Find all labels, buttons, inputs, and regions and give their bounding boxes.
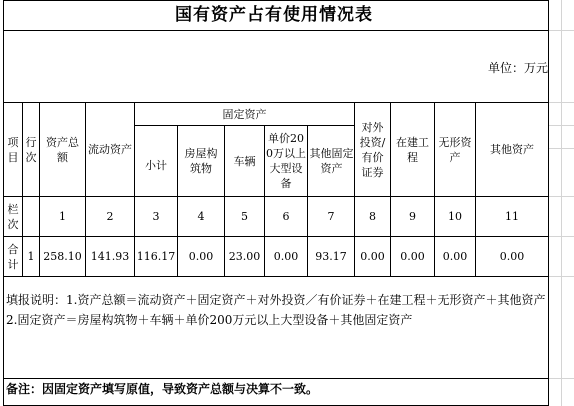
index-cell: 6 bbox=[282, 210, 290, 223]
total-cell: 93.17 bbox=[315, 250, 347, 263]
total-cell: 0.00 bbox=[442, 250, 468, 263]
index-cell: 3 bbox=[152, 210, 160, 223]
index-cell: 8 bbox=[369, 210, 376, 223]
total-row-label: 合计 bbox=[7, 242, 19, 271]
index-cell: 10 bbox=[448, 210, 462, 223]
total-cell: 116.17 bbox=[136, 250, 176, 263]
total-cell: 141.93 bbox=[90, 250, 130, 263]
filling-instructions: 填报说明：1.资产总额＝流动资产＋固定资产＋对外投资／有价证券＋在建工程＋无形资产＋其他资产 2.固定资产＝房屋构筑物＋车辆＋单价200万元以上大型设备＋其他固定资产 bbox=[6, 293, 546, 327]
total-cell: 0.00 bbox=[400, 250, 425, 263]
header-other-assets: 其他资产 bbox=[490, 143, 534, 156]
index-cell: 7 bbox=[327, 210, 335, 223]
index-cell: 5 bbox=[241, 210, 248, 223]
index-cell: 2 bbox=[106, 210, 114, 223]
total-row-no: 1 bbox=[27, 250, 35, 263]
index-cell: 1 bbox=[59, 210, 66, 223]
header-intangible: 无形资产 bbox=[438, 135, 472, 164]
total-cell: 0.00 bbox=[188, 250, 214, 263]
header-vehicles: 车辆 bbox=[233, 154, 256, 168]
header-total-assets: 资产总额 bbox=[46, 135, 79, 164]
header-external-investment: 对外投资/有价证券 bbox=[359, 120, 386, 179]
header-item: 项目 bbox=[7, 135, 19, 164]
unit-label: 单位：万元 bbox=[487, 61, 548, 75]
remark: 备注：因固定资产填写原值，导致资产总额与决算不一致。 bbox=[6, 382, 319, 396]
index-cell: 9 bbox=[409, 210, 416, 223]
header-current-assets: 流动资产 bbox=[88, 143, 132, 156]
header-buildings: 房屋构筑物 bbox=[184, 147, 218, 175]
index-row-label: 栏次 bbox=[7, 202, 19, 231]
page-title: 国有资产占有使用情况表 bbox=[175, 5, 373, 25]
total-cell: 23.00 bbox=[228, 250, 261, 263]
header-fixed-assets-group: 固定资产 bbox=[222, 107, 267, 121]
index-cell: 11 bbox=[505, 210, 519, 223]
total-cell: 0.00 bbox=[360, 250, 385, 263]
header-other-fixed: 其他固定资产 bbox=[309, 147, 354, 175]
header-construction: 在建工程 bbox=[396, 135, 429, 164]
index-cell: 4 bbox=[197, 210, 205, 223]
header-row-no: 行次 bbox=[25, 135, 37, 164]
total-cell: 0.00 bbox=[499, 250, 525, 263]
total-cell: 258.10 bbox=[43, 250, 82, 263]
total-cell: 0.00 bbox=[273, 250, 299, 263]
header-subtotal: 小计 bbox=[145, 158, 167, 172]
header-large-equipment: 单价200万以上大型设备 bbox=[266, 132, 306, 190]
